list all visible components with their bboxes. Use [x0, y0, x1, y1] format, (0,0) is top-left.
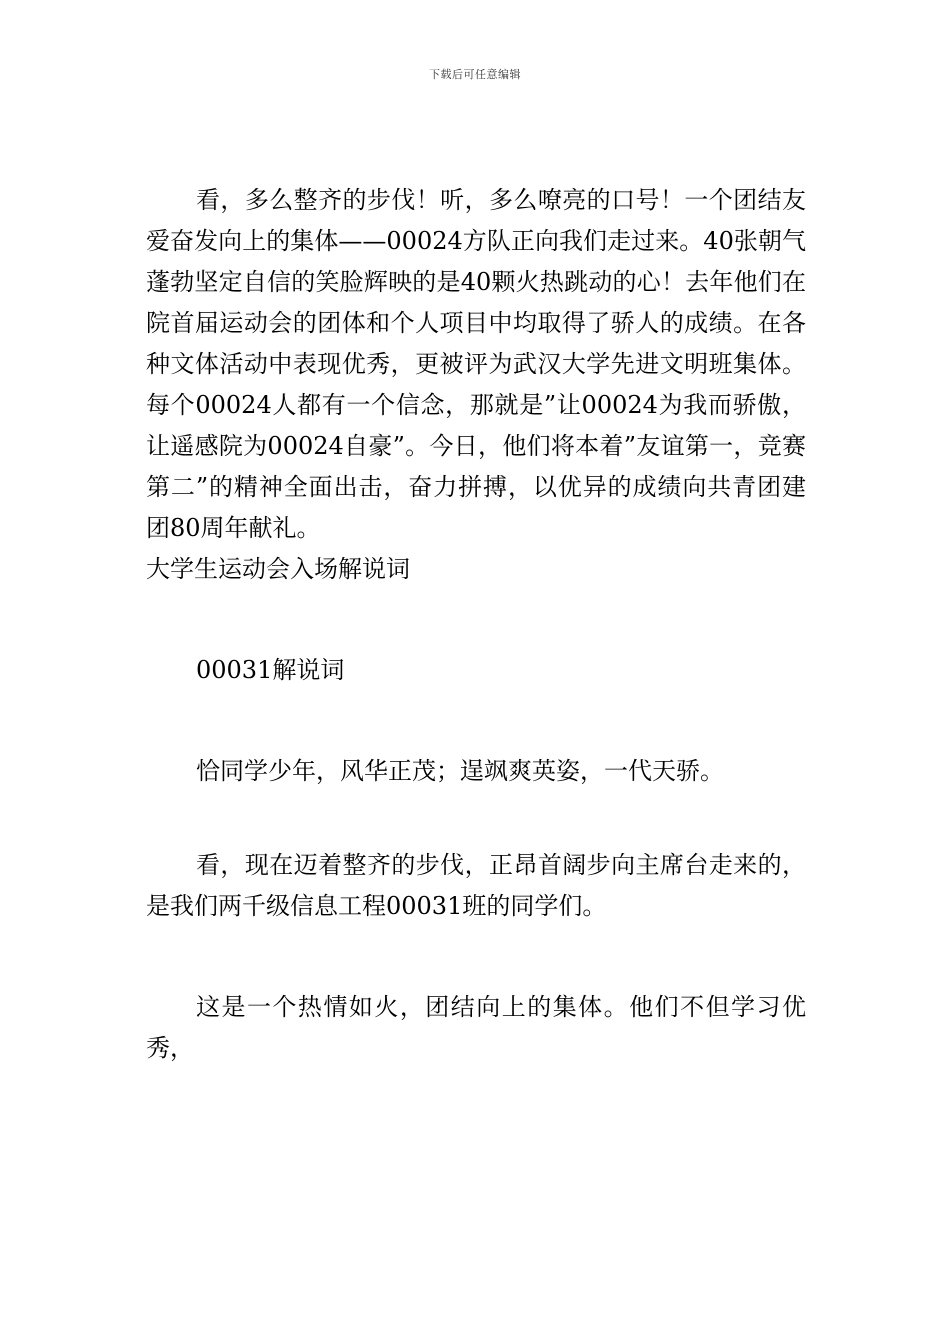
page-header-note: 下载后可任意编辑: [429, 68, 521, 81]
paragraph-opening-verse: 恰同学少年，风华正茂；逞飒爽英姿，一代天骄。: [196, 757, 724, 785]
section-title: 大学生运动会入场解说词: [146, 555, 410, 583]
paragraph-00031-description: 这是一个热情如火，团结向上的集体。他们不但学习优秀，: [146, 993, 806, 1062]
section-subtitle: 00031解说词: [196, 656, 345, 684]
document-body: [146, 180, 806, 1069]
paragraph-00024-intro: 看，多么整齐的步伐！听，多么嘹亮的口号！一个团结友爱奋发向上的集体——00024方队正向我们走过来。40张朝气蓬勃坚定自信的笑脸辉映的是40颗火热跳动的心！去年他们在院首届运动会的团体和个人项目中均取得了骄人的成绩。在各种文体活动中表现优秀，更被评为武汉大学先进文明班集体。每个00024人都有一个信念，那就是”让00024为我而骄傲，让遥感院为00024自豪”。今日，他们将本着”友谊第一，竞赛第二”的精神全面出击，奋力拼搏，以优异的成绩向共青团建团80周年献礼。: [146, 186, 806, 542]
paragraph-00031-approach: 看，现在迈着整齐的步伐，正昂首阔步向主席台走来的，是我们两千级信息工程00031班的同学们。: [146, 851, 806, 920]
